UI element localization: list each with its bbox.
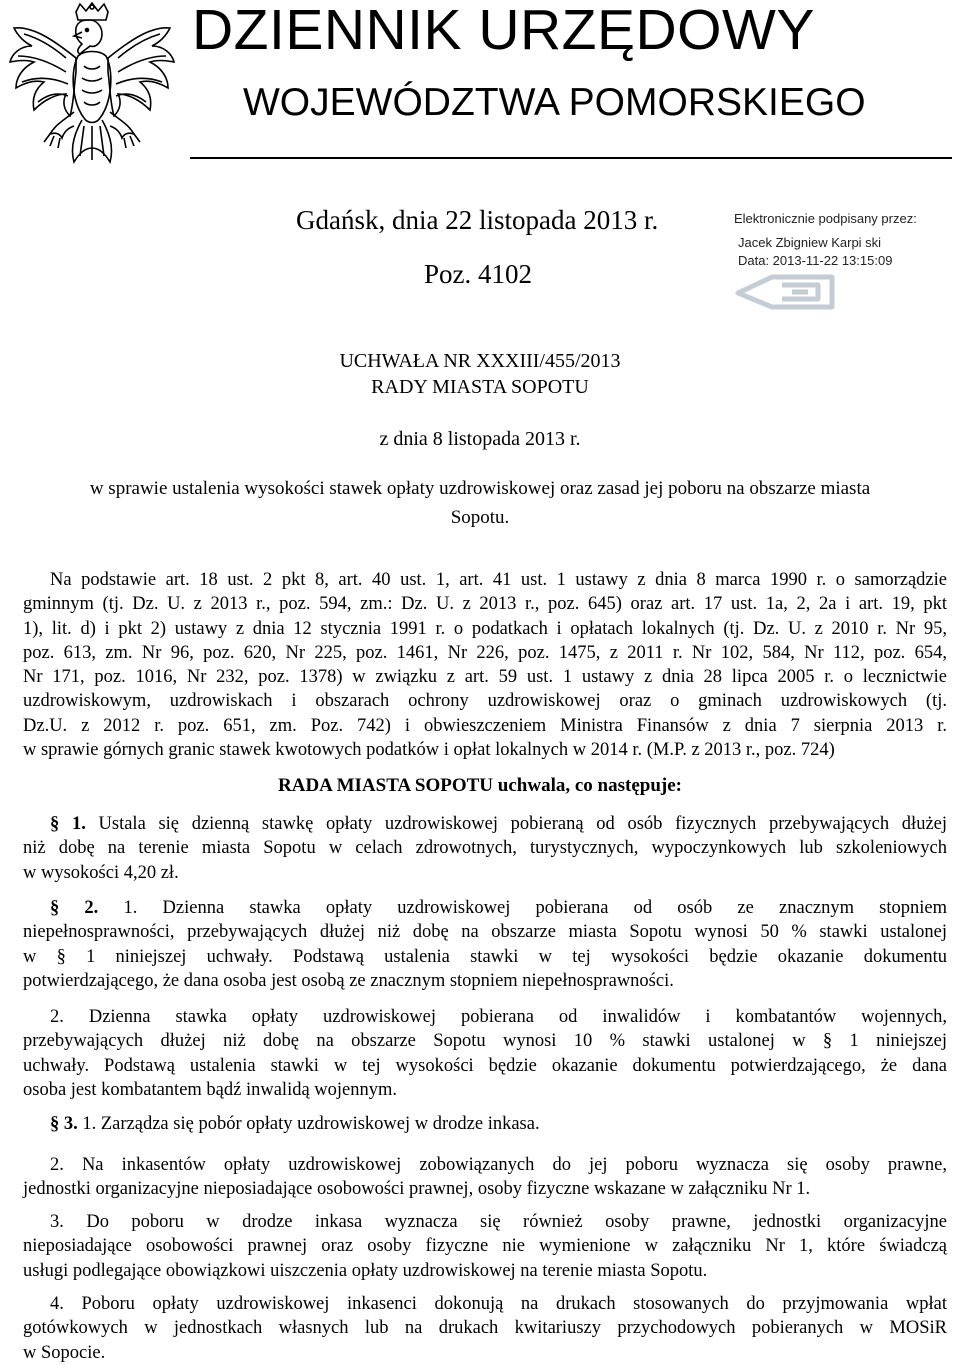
preamble-line: gminnym (tj. Dz. U. z 2013 r., poz. 594, zm.: Dz. U. z 2013 r., poz. 645) oraz art. 17 ust. 1a, 2, 2a i art. 19, pkt: [23, 594, 947, 615]
journal-title: DZIENNIK URZĘDOWY: [192, 0, 815, 62]
preamble: [23, 568, 947, 762]
electronic-signature: [732, 211, 922, 311]
preamble-line: uzdrowiskowym, uzdrowiskach i obszarach ochrony uzdrowiskowej oraz o gminach uzdrowiskowych (tj.: [23, 691, 947, 712]
preamble-line: poz. 613, zm. Nr 96, poz. 620, Nr 225, poz. 1461, Nr 226, poz. 1475, z 2011 r. Nr 102, 584, Nr 112, poz. 654,: [23, 642, 947, 663]
signature-signer: Jacek Zbigniew Karpi ski: [738, 235, 882, 250]
preamble-line: w sprawie górnych granic stawek kwotowych podatków i opłat lokalnych w 2014 r. (M.P. z 2013 r., poz. 724): [23, 740, 835, 761]
section-marker: § 3.: [50, 1114, 78, 1134]
place-date: Gdańsk, dnia 22 listopada 2013 r.: [296, 205, 659, 235]
resolution-issuer: RADY MIASTA SOPOTU: [371, 376, 589, 398]
journal-subtitle: WOJEWÓDZTWA POMORSKIEGO: [243, 81, 866, 124]
position-number: Poz. 4102: [424, 259, 532, 289]
section-line: w § 1 niniejszej uchwały. Podstawą ustalenia stawki w tej wysokości będzie okazanie dokumentu: [23, 946, 947, 967]
resolution-title: UCHWAŁA NR XXXIII/455/2013: [339, 350, 621, 372]
section-1: [23, 812, 947, 885]
header-divider: [190, 157, 952, 159]
section-line: w Sopocie.: [23, 1342, 106, 1363]
section-3-item-3: [23, 1210, 947, 1283]
section-line: § 3. 1. Zarządza się pobór opłaty uzdrowiskowej w drodze inkasa.: [50, 1114, 540, 1134]
section-line: nieposiadające osobowości prawnej oraz osoby fizyczne nie wymienione w załączniku Nr 1, które świadczą: [23, 1236, 947, 1257]
section-2-item-1: [23, 896, 947, 993]
preamble-line: Dz.U. z 2012 r. poz. 651, zm. Poz. 742) i obwieszczeniem Ministra Finansów z dnia 7 sierpnia 2013 r.: [23, 715, 947, 736]
section-line: 3. Do poboru w drodze inkasa wyznacza się również osoby prawne, jednostki organizacyjne: [50, 1212, 947, 1232]
section-3-item-2: [23, 1153, 947, 1202]
section-3-item-4: [23, 1292, 947, 1365]
section-line: przebywających dłużej niż dobę na obszarze Sopotu wynosi 10 % stawki ustalonej w § 1 niniejszej: [23, 1031, 947, 1052]
section-line: usługi podlegające obowiązkowi uiszczenia opłaty uzdrowiskowej na terenie miasta Sopotu.: [23, 1260, 708, 1281]
section-line: uchwały. Podstawą ustalenia stawki w tej wysokości będzie okazanie dokumentu potwierdzającego, że dana: [23, 1055, 947, 1076]
preamble-line: 1), lit. d) i pkt 2) ustawy z dnia 12 stycznia 1991 r. o podatkach i opłatach lokalnych (tj. Dz. U. z 2010 r. Nr 95,: [23, 618, 947, 639]
signature-watermark-icon: [732, 271, 842, 313]
preamble-line: Nr 171, poz. 1016, Nr 232, poz. 1378) w związku z art. 59 ust. 1 ustawy z dnia 28 lipca 2005 r. o lecznictwie: [23, 667, 947, 688]
subject-line: Sopotu.: [450, 507, 510, 528]
section-line: potwierdzającego, że dana osoba jest osobą ze znacznym stopniem niepełnosprawności.: [23, 970, 674, 991]
section-line: osoba jest kombatantem bądź inwalidą wojennym.: [23, 1079, 398, 1100]
section-marker: § 2.: [50, 898, 99, 918]
section-line: § 2. 1. Dzienna stawka opłaty uzdrowiskowej pobierana od osób ze znacznym stopniem: [50, 898, 948, 918]
eagle-emblem-icon: [4, 2, 180, 180]
resolution-subject: [20, 474, 940, 532]
section-line: niż dobę na terenie miasta Sopotu w celach zdrowotnych, turystycznych, wypoczynkowych lub szkoleniowych: [23, 838, 947, 859]
signature-label: Elektronicznie podpisany przez:: [734, 211, 917, 226]
resolution-date: z dnia 8 listopada 2013 r.: [379, 428, 581, 450]
section-line: jednostki organizacyjne nieposiadające osobowości prawnej, osoby fizyczne wskazane w załączniku Nr 1.: [23, 1179, 811, 1200]
section-line: niepełnosprawności, przebywających dłużej niż dobę na obszarze miasta Sopotu wynosi 50 % stawki ustalonej: [23, 922, 947, 943]
section-marker: § 1.: [50, 814, 86, 834]
enacting-clause: RADA MIASTA SOPOTU uchwala, co następuje:: [278, 775, 682, 796]
section-3-item-1: [23, 1112, 947, 1136]
section-line: gotówkowych w jednostkach własnych lub na drukach kwitariuszy przychodowych pobieranych w MOSiR: [23, 1318, 947, 1339]
subject-line: w sprawie ustalenia wysokości stawek opłaty uzdrowiskowej oraz zasad jej poboru na obszarze miasta: [89, 478, 871, 499]
signature-date: Data: 2013-11-22 13:15:09: [738, 253, 893, 268]
section-line: 4. Poboru opłaty uzdrowiskowej inkasenci dokonują na drukach stosowanych do przyjmowania wpłat: [50, 1294, 947, 1314]
preamble-line: Na podstawie art. 18 ust. 2 pkt 8, art. 40 ust. 1, art. 41 ust. 1 ustawy z dnia 8 marca 1990 r. o samorządzie: [50, 570, 947, 590]
section-line: § 1. Ustala się dzienną stawkę opłaty uzdrowiskowej pobieraną od osób fizycznych przebywających dłużej: [50, 814, 948, 834]
section-line: w wysokości 4,20 zł.: [23, 862, 179, 883]
section-line: 2. Na inkasentów opłaty uzdrowiskowej zobowiązanych do jej poboru wyznacza się osoby prawne,: [50, 1155, 947, 1175]
section-2-item-2: [23, 1005, 947, 1102]
section-line: 2. Dzienna stawka opłaty uzdrowiskowej pobierana od inwalidów i kombatantów wojennych,: [50, 1007, 947, 1027]
